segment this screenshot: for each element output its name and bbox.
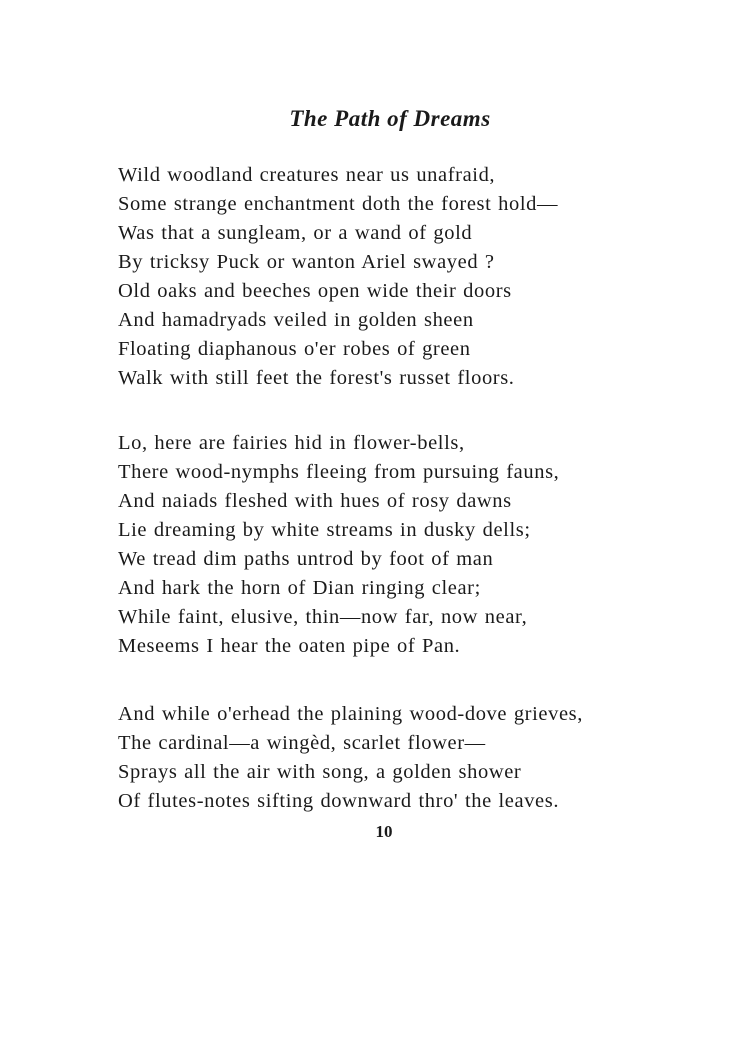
poem-line: Was that a sungleam, or a wand of gold	[118, 222, 473, 244]
poem-line: And hamadryads veiled in golden sheen	[118, 309, 474, 331]
stanza-1	[118, 161, 558, 393]
poem-line: Sprays all the air with song, a golden shower	[118, 761, 522, 783]
poem-line: While faint, elusive, thin—now far, now near,	[118, 606, 528, 628]
poem-line: And naiads fleshed with hues of rosy dawns	[118, 490, 512, 512]
poem-line: Lie dreaming by white streams in dusky dells;	[118, 519, 531, 541]
poem-line: By tricksy Puck or wanton Ariel swayed ?	[118, 251, 495, 273]
poem-line: Floating diaphanous o'er robes of green	[118, 338, 471, 360]
poem-line: Old oaks and beeches open wide their doors	[118, 280, 512, 302]
poem-line: Of flutes-notes sifting downward thro' the leaves.	[118, 790, 560, 812]
page-number: 10	[375, 822, 393, 841]
poem-line: Walk with still feet the forest's russet floors.	[118, 367, 515, 389]
poem-line: Lo, here are fairies hid in flower-bells,	[118, 432, 465, 454]
stanza-3	[118, 700, 583, 816]
poem-line: Wild woodland creatures near us unafraid,	[118, 164, 496, 186]
poem-line: The cardinal—a wingèd, scarlet flower—	[118, 732, 486, 754]
stanza-2	[118, 429, 559, 661]
poem-title: The Path of Dreams	[289, 106, 491, 131]
poem-line: Meseems I hear the oaten pipe of Pan.	[118, 635, 461, 657]
poem-line: And hark the horn of Dian ringing clear;	[118, 577, 481, 599]
poem-line: Some strange enchantment doth the forest hold—	[118, 193, 559, 215]
poem-line: We tread dim paths untrod by foot of man	[118, 548, 494, 570]
poem-line: And while o'erhead the plaining wood-dove grieves,	[118, 703, 583, 725]
poem-line: There wood-nymphs fleeing from pursuing fauns,	[118, 461, 560, 483]
